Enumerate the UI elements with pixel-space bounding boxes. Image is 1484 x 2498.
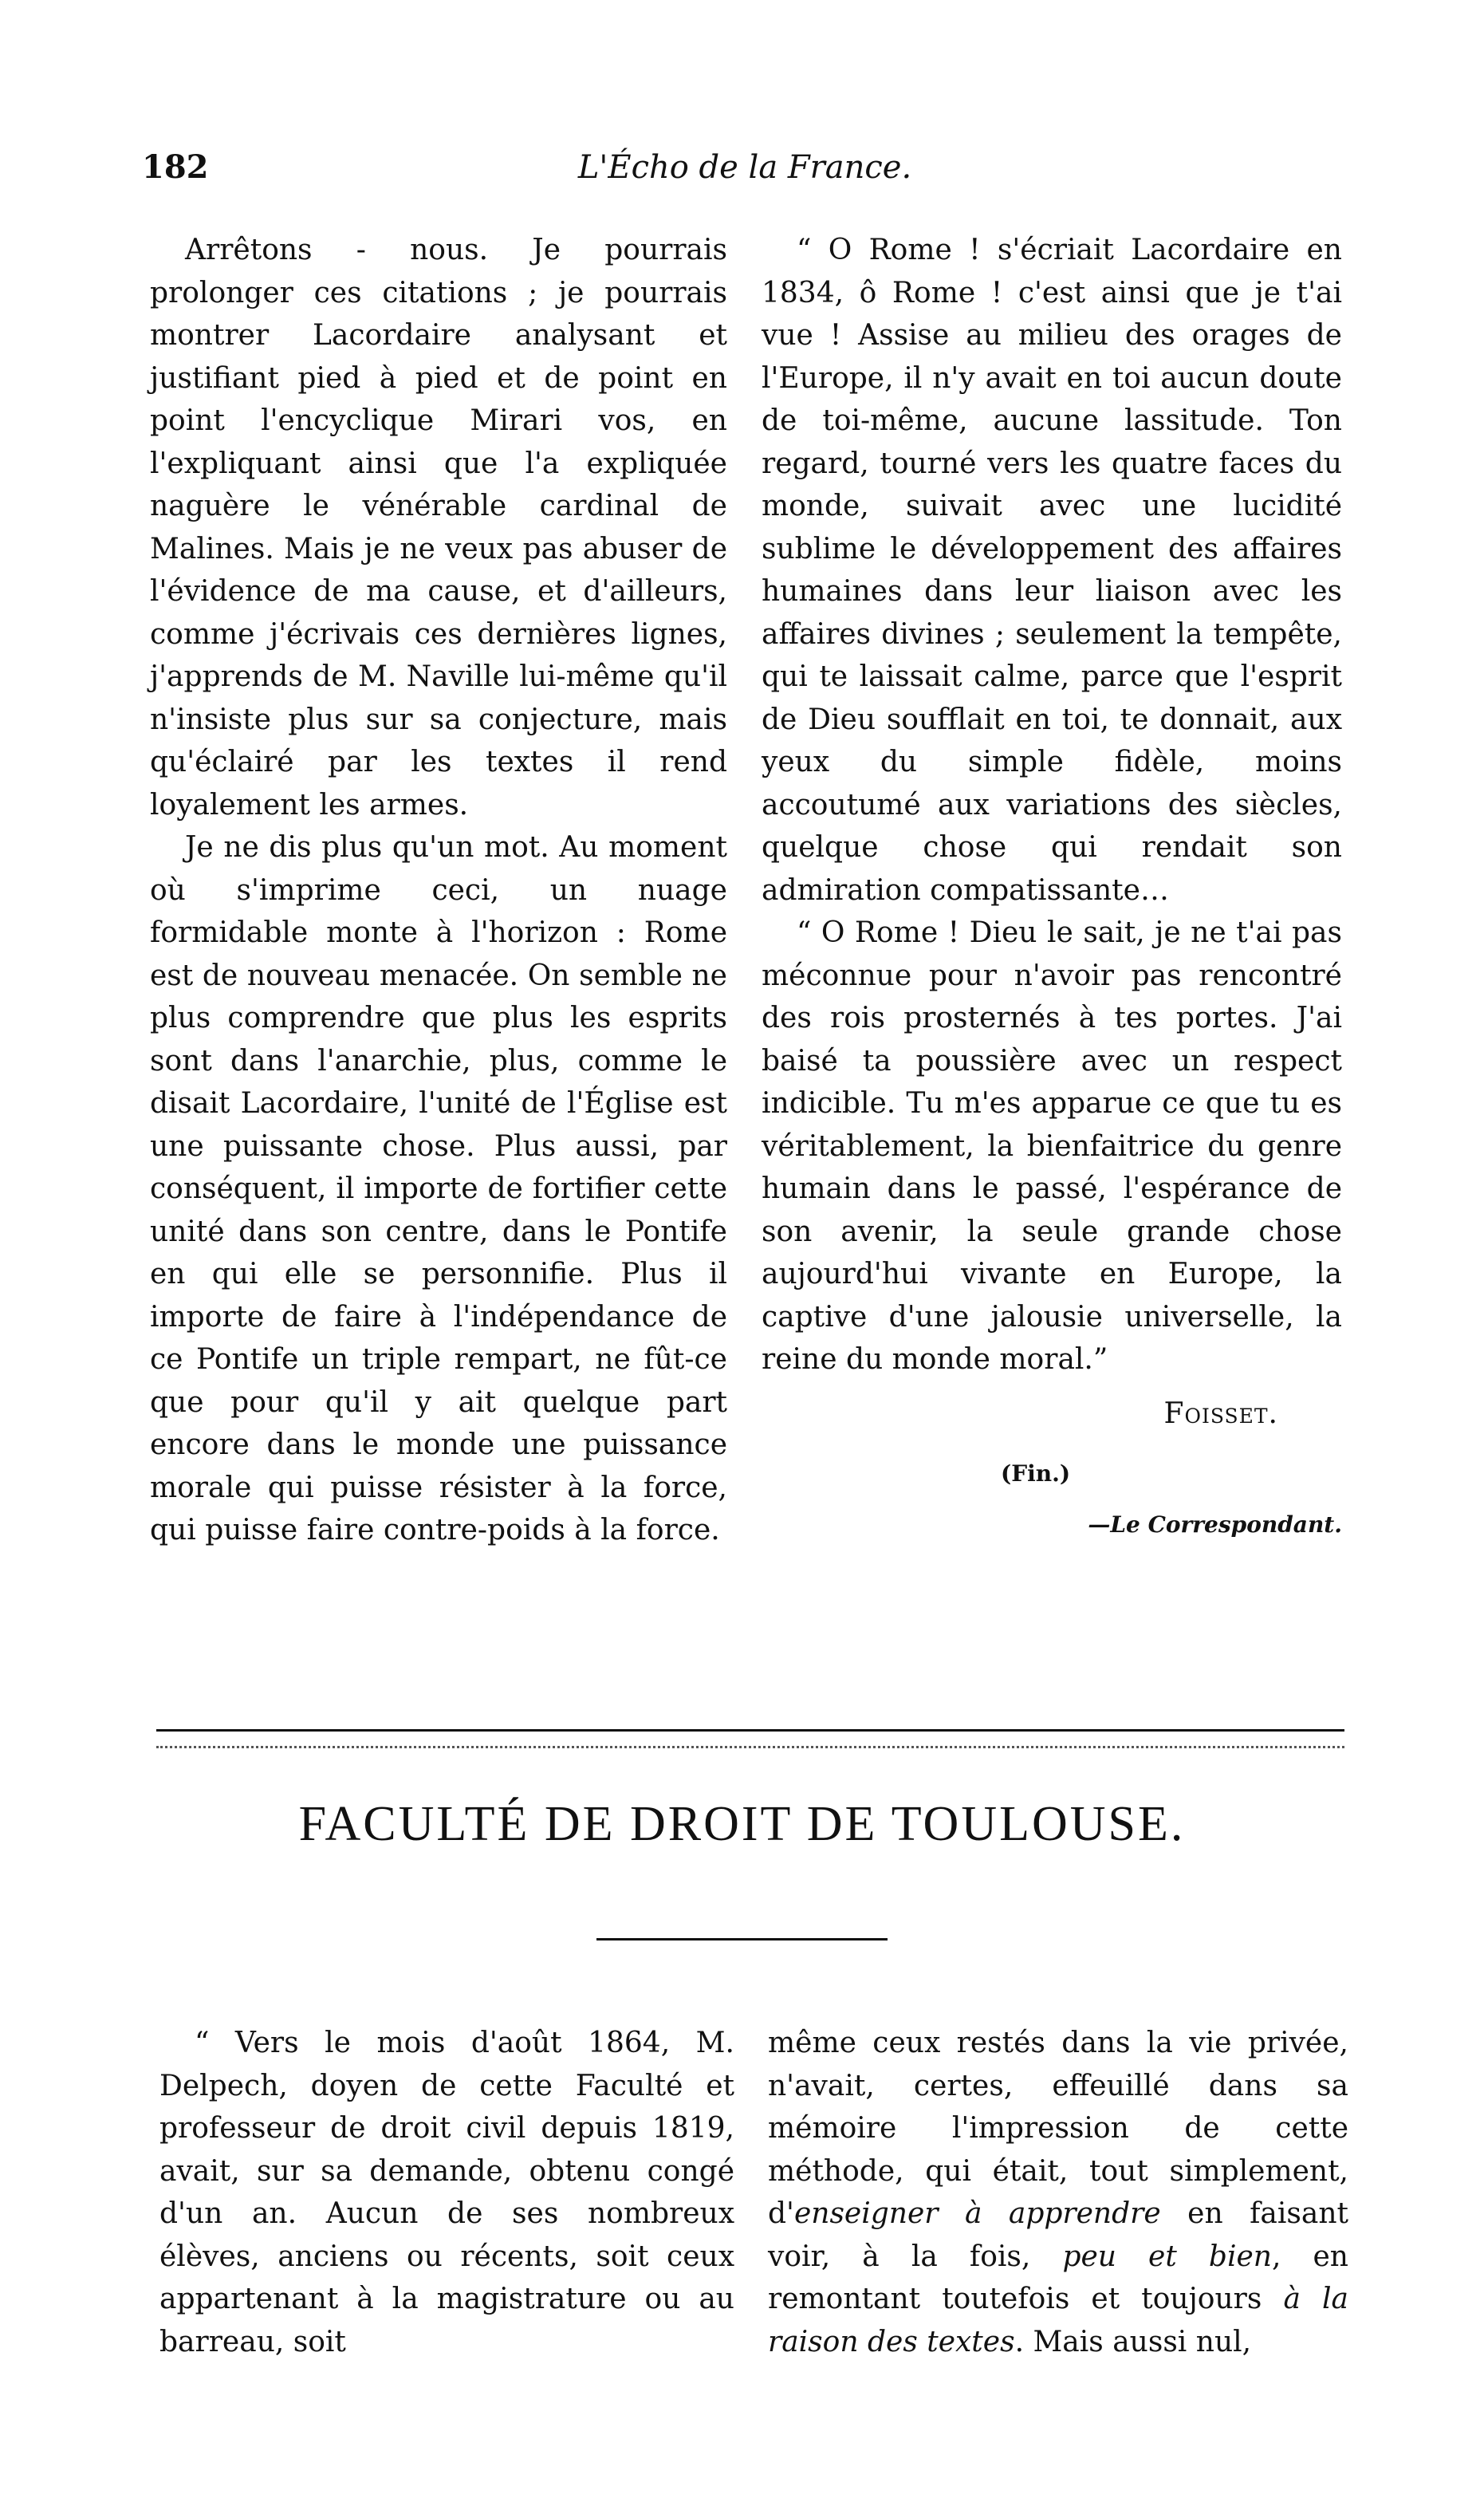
running-title: L'Écho de la France. [577,149,912,186]
paragraph: Arrêtons - nous. Je pourrais prolonger ces citations ; je pourrais montrer Lacordaire analysant et justifiant pied à pied et de point en point l'encyclique Mirari vos, en l'expliquant ainsi que l'a expliquée naguère le vénérable cardinal de Malines. Mais je ne veux pas abuser de l'évidence de ma cause, et d'ailleurs, comme j'écrivais ces dernières lignes, j'apprends de M. Naville lui-même qu'il n'insiste plus sur sa conjecture, mais qu'éclairé par les textes il rend loyalement les armes. [150,234,727,822]
left-column-top [150,229,727,1552]
text-run: en faisant voir, à la fois, [768,2197,1348,2273]
quotation-paragraph: “ O Rome ! s'écriait Lacordaire en 1834, ô Rome ! c'est ainsi que je t'ai vue ! Assise au milieu des orages de l'Europe, il n'y avait en toi aucun doute de toi-même, aucune lassitude. Ton regard, tourné vers les quatre faces du monde, suivait avec une lucidité sublime le développement des affaires humaines dans leur liaison avec les affaires divines ; seulement la tempête, qui te laissait calme, parce que l'esprit de Dieu soufflait en toi, te donnait, aux yeux du simple fidèle, moins accoutumé aux variations des siècles, quelque chose qui rendait son admiration compatissante… [762,234,1342,907]
italic-phrase: peu et bien [1062,2240,1272,2273]
author-signature: Foisset. [1163,1397,1278,1430]
paragraph: Je ne dis plus qu'un mot. Au moment où s'imprime ceci, un nuage formidable monte à l'horizon : Rome est de nouveau menacée. On semble ne plus comprendre que plus les esprits sont dans l'anarchie, plus, comme le disait Lacordaire, l'unité de l'Église est une puissante chose. Plus aussi, par conséquent, il importe de fortifier cette unité dans son centre, dans le Pontife en qui elle se personnifie. Plus il importe de faire à l'indépendance de ce Pontife un triple rempart, ne fût-ce que pour qu'il y ait quelque part encore dans le monde une puissance morale qui puisse résister à la force, qui puisse faire contre-poids à la force. [150,831,727,1546]
source-credit: —Le Correspondant. [1088,1511,1342,1538]
text-run: , en remontant toutefois et toujours [768,2240,1348,2315]
left-column-bottom [159,2022,734,2363]
page-header [142,148,1348,207]
section-title: FACULTÉ DE DROIT DE TOULOUSE. [298,1797,1186,1851]
text-run: . Mais aussi nul, [1014,2325,1252,2358]
quotation-paragraph: “ O Rome ! Dieu le sait, je ne t'ai pas méconnue pour n'avoir pas rencontré des rois prosternés à tes portes. J'ai baisé ta poussière avec un respect indicible. Tu m'es apparue ce que tu es véritablement, la bienfaitrice du genre humain dans le passé, l'espérance de son avenir, la seule grande chose aujourd'hui vivante en Europe, la captive d'une jalousie universelle, la reine du monde moral.” [762,916,1342,1376]
text-run: même ceux restés dans la vie privée, n'avait, certes, effeuillé dans sa mémoire l'impression de cette méthode, qui était, tout simplement, d' [768,2027,1348,2230]
section-divider [156,1729,1344,1748]
paragraph: “ Vers le mois d'août 1864, M. Delpech, doyen de cette Faculté et professeur de droit civil depuis 1819, avait, sur sa demande, obtenu congé d'un an. Aucun de ses nombreux élèves, anciens ou récents, soit ceux appartenant à la magistrature ou au barreau, soit [159,2027,734,2358]
right-column-top [762,229,1342,1546]
paragraph [768,2022,1348,2363]
italic-phrase: enseigner à apprendre [793,2197,1161,2230]
fin-mark: (Fin.) [1001,1460,1071,1487]
title-rule [596,1938,888,1940]
italic-phrase: à la raison des textes [768,2283,1348,2358]
page-number: 182 [142,148,209,186]
right-column-bottom [768,2022,1348,2363]
